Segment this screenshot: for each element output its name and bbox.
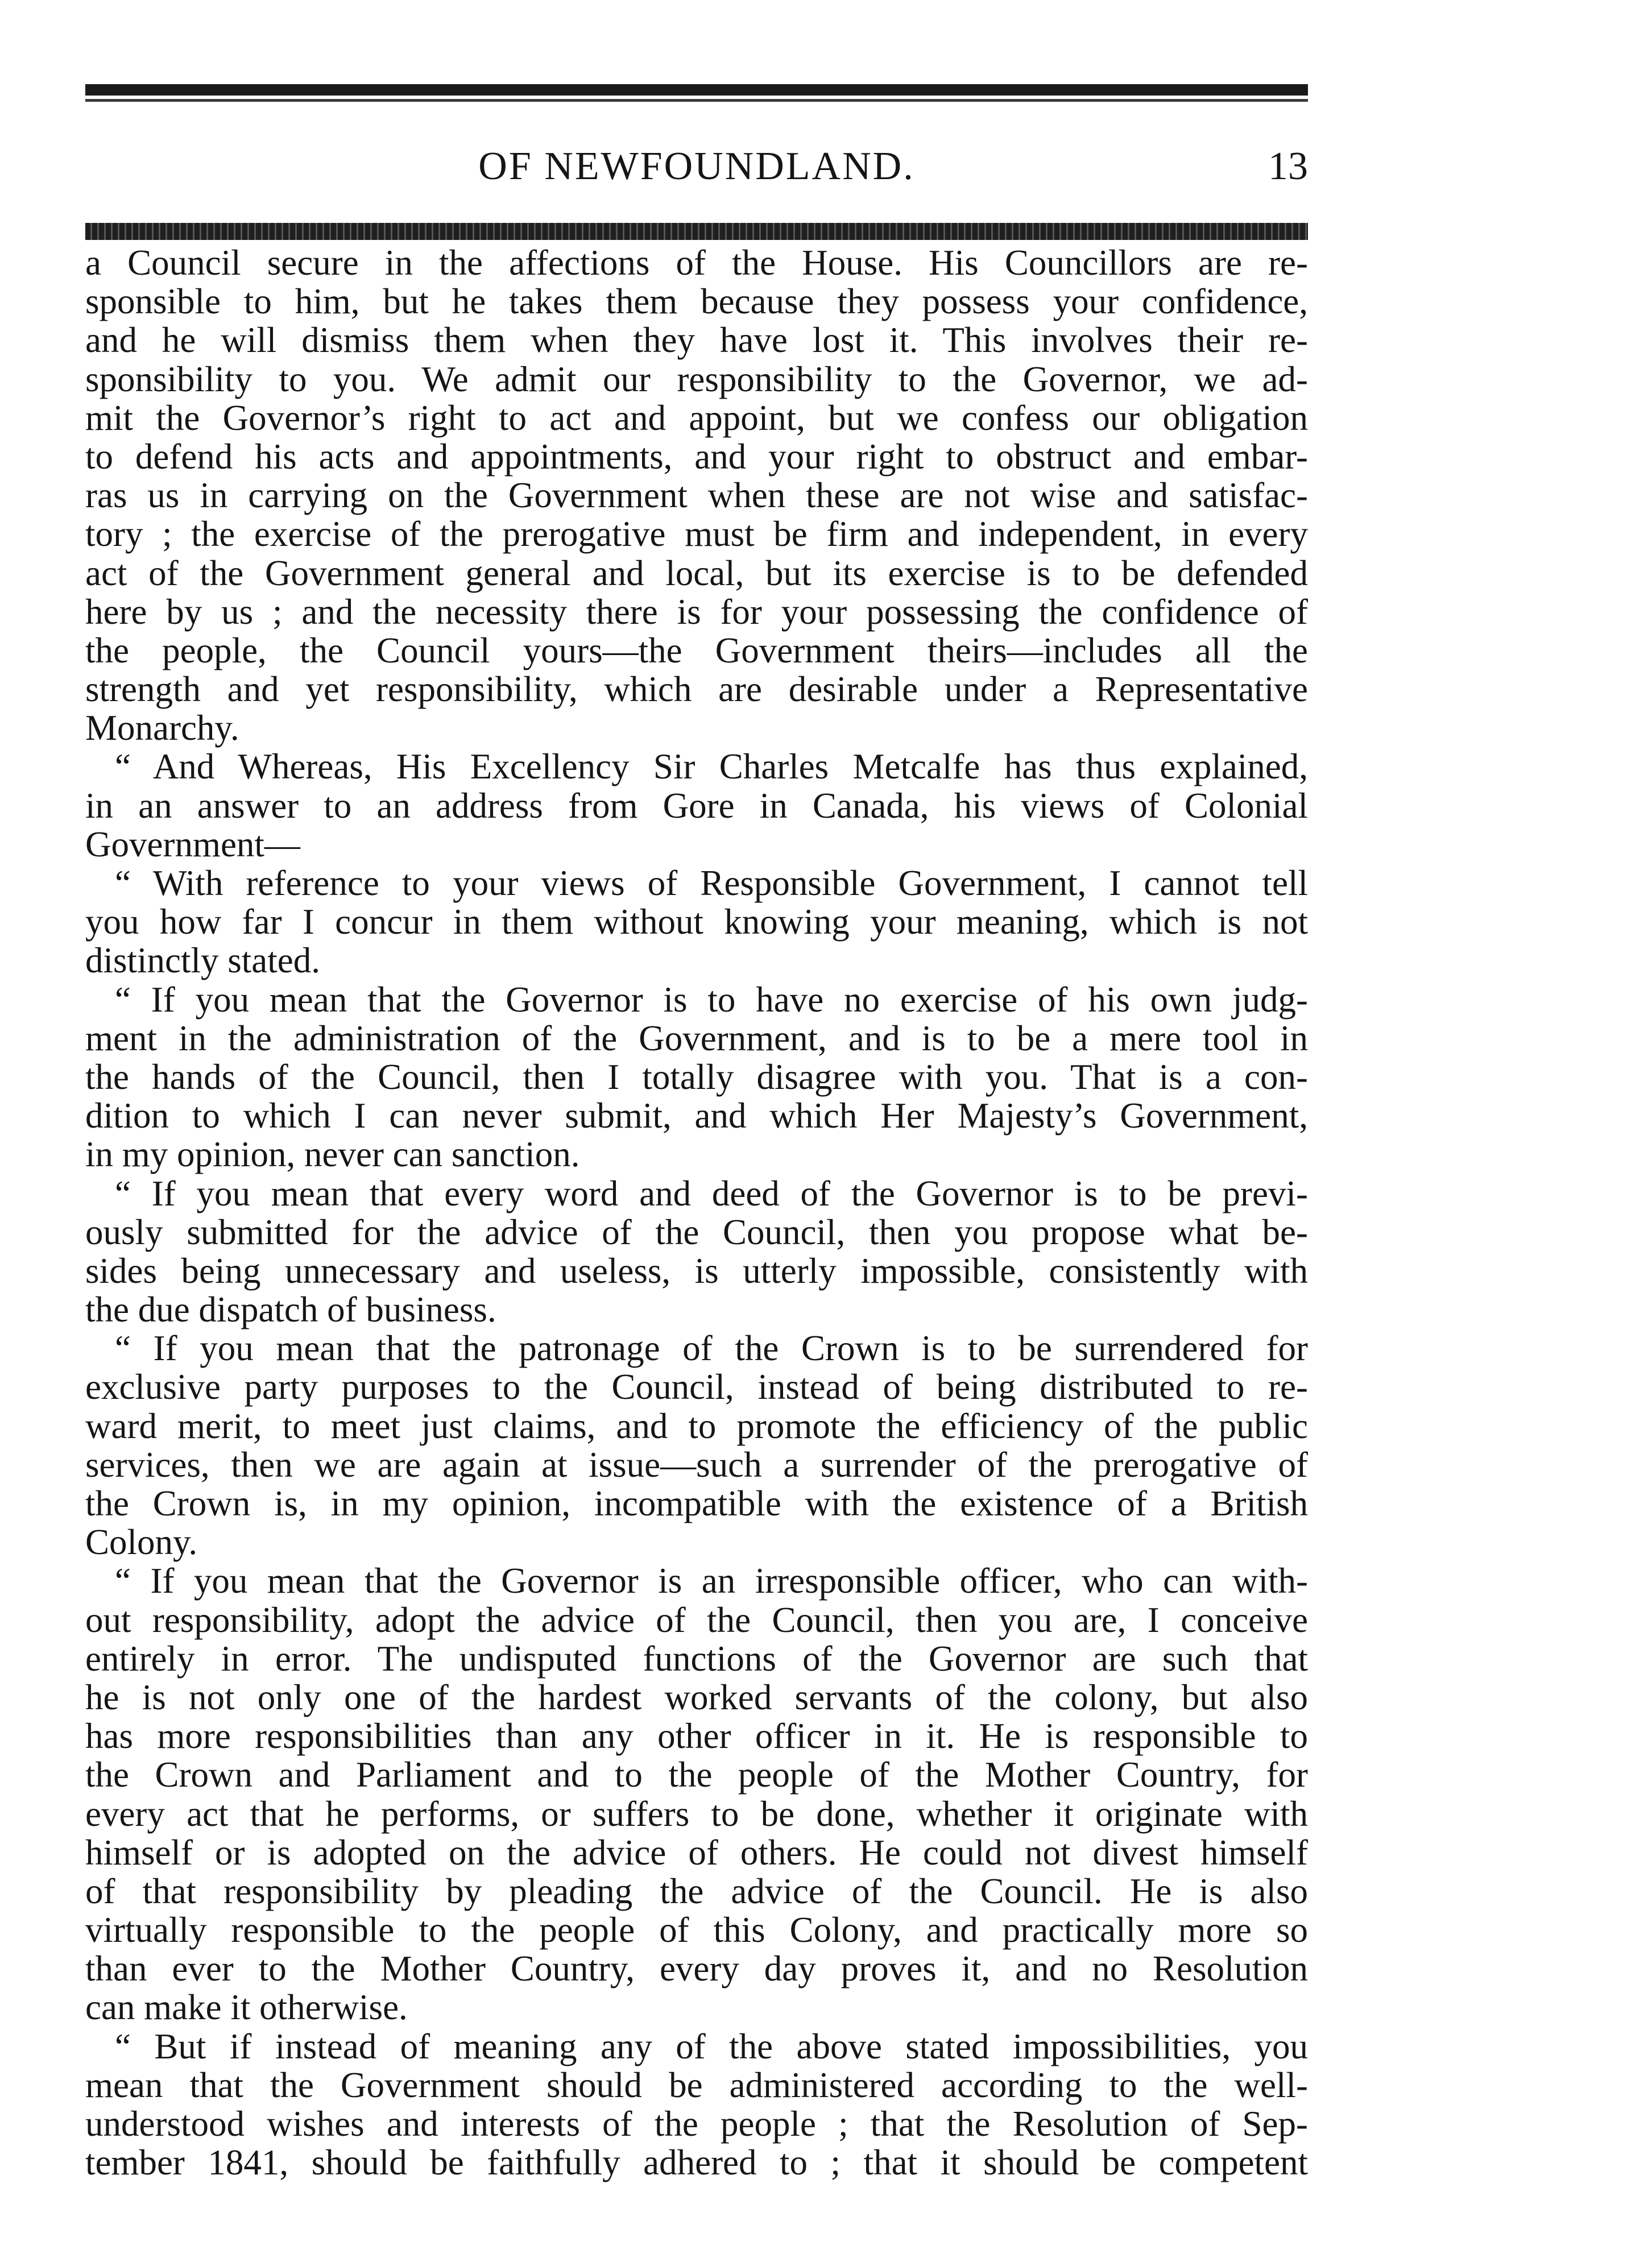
body-text	[85, 243, 1308, 2182]
text-line: sides being unnecessary and useless, is utterly impossible, consistently with	[85, 1250, 1308, 1291]
text-line: strength and yet responsibility, which are desirable under a Representative	[85, 669, 1308, 710]
text-line: exclusive party purposes to the Council, instead of being distributed to re-	[85, 1367, 1308, 1407]
text-line: tember 1841, should be faithfully adhered to ; that it should be competent	[85, 2143, 1308, 2183]
text-line: “ If you mean that the patronage of the Crown is to be surrendered for	[115, 1328, 1308, 1369]
text-line: virtually responsible to the people of this Colony, and practically more so	[85, 1910, 1308, 1950]
text-line: “ But if instead of meaning any of the above stated impossibilities, you	[115, 2026, 1308, 2066]
text-line: he is not only one of the hardest worked servants of the colony, but also	[85, 1677, 1308, 1717]
text-line: “ If you mean that the Governor is an irresponsible officer, who can with-	[115, 1561, 1308, 1601]
text-line: understood wishes and interests of the people ; that the Resolution of Sep-	[85, 2104, 1308, 2144]
text-line: ras us in carrying on the Government when these are not wise and satisfac-	[85, 475, 1308, 516]
text-line: “ If you mean that the Governor is to have no exercise of his own judg-	[115, 979, 1308, 1020]
text-line: and he will dismiss them when they have lost it. This involves their re-	[85, 320, 1308, 361]
text-line: tory ; the exercise of the prerogative must be firm and independent, in every	[85, 514, 1308, 554]
text-line: himself or is adopted on the advice of others. He could not divest himself	[85, 1832, 1308, 1872]
text-line: ward merit, to meet just claims, and to promote the efficiency of the public	[85, 1406, 1308, 1446]
text-line: services, then we are again at issue—such a surrender of the prerogative of	[85, 1444, 1308, 1485]
text-line: the Crown and Parliament and to the people of the Mother Country, for	[85, 1755, 1308, 1795]
text-line: to defend his acts and appointments, and your right to obstruct and embar-	[85, 436, 1308, 477]
top-rule	[85, 84, 1308, 96]
text-line: in an answer to an address from Gore in Canada, his views of Colonial	[85, 785, 1308, 826]
text-line: a Council secure in the affections of the House. His Councillors are re-	[85, 243, 1308, 283]
text-line: “ With reference to your views of Responsible Government, I cannot tell	[115, 863, 1308, 903]
text-line: Monarchy.	[85, 708, 239, 748]
running-title: OF NEWFOUNDLAND.	[478, 144, 915, 188]
text-line: Colony.	[85, 1522, 198, 1563]
running-head	[85, 135, 1308, 198]
text-line: “ And Whereas, His Excellency Sir Charles Metcalfe has thus explained,	[115, 747, 1308, 787]
text-line: Government—	[85, 824, 300, 864]
text-line: “ If you mean that every word and deed of the Governor is to be previ-	[115, 1173, 1308, 1213]
text-line: the Crown is, in my opinion, incompatible with the existence of a British	[85, 1484, 1308, 1523]
text-line: mean that the Government should be administered according to the well-	[85, 2065, 1308, 2105]
text-line: sponsible to him, but he takes them because they possess your confidence,	[85, 281, 1308, 322]
text-line: every act that he performs, or suffers to be done, whether it originate with	[85, 1793, 1308, 1834]
text-line: than ever to the Mother Country, every day proves it, and no Resolution	[85, 1949, 1308, 1989]
text-line: mit the Governor’s right to act and appoint, but we confess our obligation	[85, 397, 1308, 438]
text-line: act of the Government general and local, but its exercise is to be defended	[85, 553, 1308, 593]
text-line: dition to which I can never submit, and which Her Majesty’s Government,	[85, 1096, 1308, 1136]
text-line: distinctly stated.	[85, 941, 320, 981]
text-line: entirely in error. The undisputed functions of the Governor are such that	[85, 1638, 1308, 1679]
text-line: ment in the administration of the Government, and is to be a mere tool in	[85, 1018, 1308, 1058]
text-line: you how far I concur in them without knowing your meaning, which is not	[85, 902, 1308, 942]
page-number: 13	[1268, 144, 1308, 188]
text-line: the people, the Council yours—the Government theirs—includes all the	[85, 630, 1308, 670]
text-line: the due dispatch of business.	[85, 1290, 496, 1330]
text-line: has more responsibilities than any other officer in it. He is responsible to	[85, 1716, 1308, 1756]
text-line: the hands of the Council, then I totally disagree with you. That is a con-	[85, 1057, 1308, 1097]
text-line: ously submitted for the advice of the Council, then you propose what be-	[85, 1212, 1308, 1252]
text-line: of that responsibility by pleading the advice of the Council. He is also	[85, 1871, 1308, 1911]
text-line: sponsibility to you. We admit our responsibility to the Governor, we ad-	[85, 359, 1308, 399]
text-line: in my opinion, never can sanction.	[85, 1134, 580, 1175]
text-line: can make it otherwise.	[85, 1987, 408, 2028]
text-line: out responsibility, adopt the advice of the Council, then you are, I conceive	[85, 1600, 1308, 1640]
header-rule	[85, 223, 1308, 240]
text-line: here by us ; and the necessity there is for your possessing the confidence of	[85, 591, 1308, 632]
